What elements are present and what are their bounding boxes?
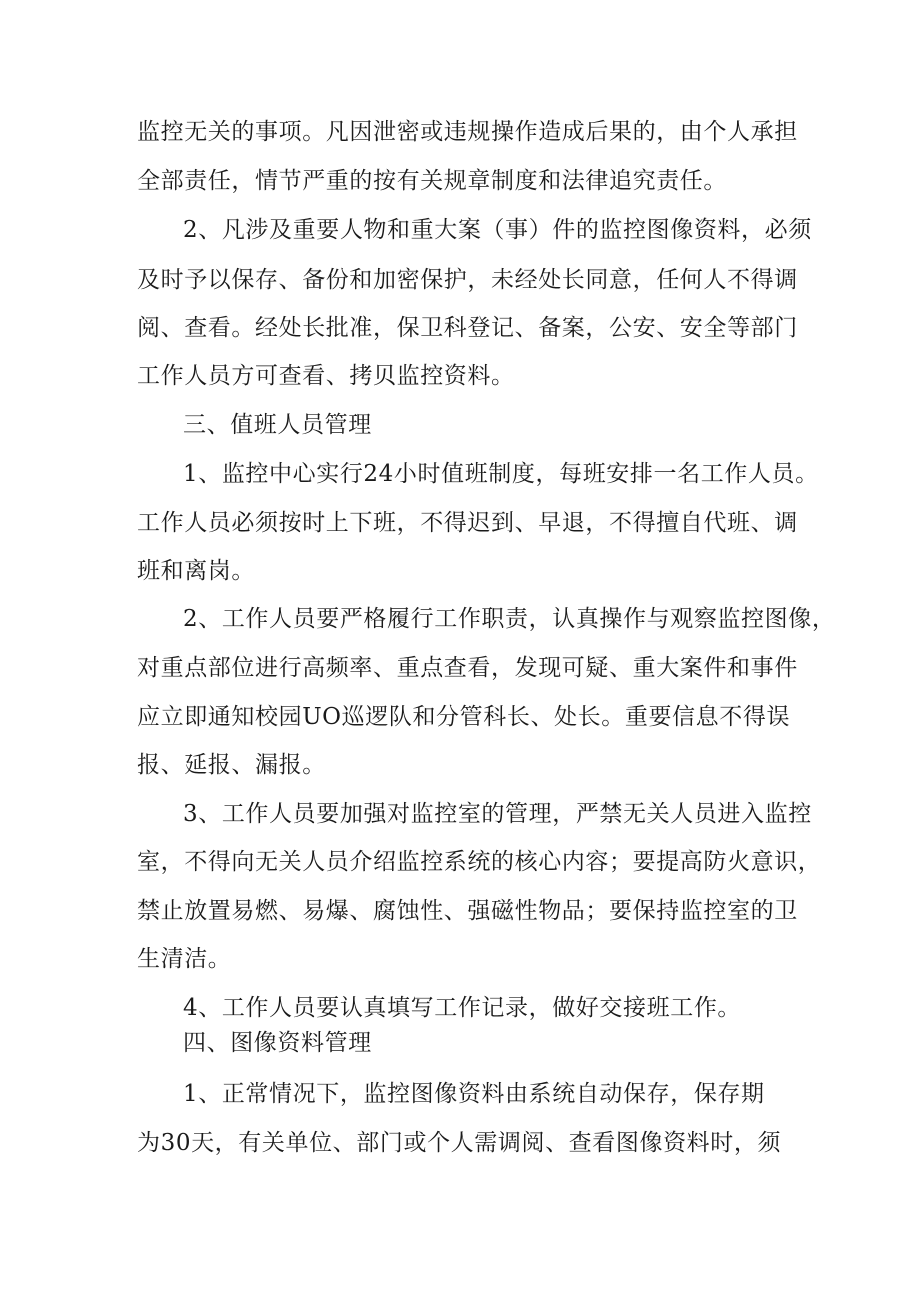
text-line: 班和离岗。 (137, 558, 255, 584)
text-line: 1、监控中心实行24小时值班制度，每班安排一名工作人员。 (183, 461, 819, 487)
text-line: 1、正常情况下，监控图像资料由系统自动保存，保存期 (183, 1081, 765, 1107)
text-line: 生清洁。 (137, 946, 232, 972)
text-line: 工作人员方可查看、拷贝监控资料。 (137, 363, 515, 389)
text-line: 禁止放置易燃、易爆、腐蚀性、强磁性物品；要保持监控室的卫 (137, 898, 798, 924)
text-line: 对重点部位进行高频率、重点查看，发现可疑、重大案件和事件 (137, 655, 798, 681)
text-line: 为30天，有关单位、部门或个人需调阅、查看图像资料时，须 (137, 1130, 782, 1156)
text-line: 3、工作人员要加强对监控室的管理，严禁无关人员进入监控 (183, 801, 812, 827)
text-line: 及时予以保存、备份和加密保护，未经处长同意，任何人不得调 (137, 267, 798, 293)
text-line: 全部责任，情节严重的按有关规章制度和法律追究责任。 (137, 168, 727, 194)
section-heading: 四、图像资料管理 (183, 1030, 372, 1056)
text-line: 2、凡涉及重要人物和重大案（事）件的监控图像资料，必须 (183, 217, 812, 243)
text-line: 室，不得向无关人员介绍监控系统的核心内容；要提高防火意识， (137, 849, 822, 875)
text-line: 监控无关的事项。凡因泄密或违规操作造成后果的，由个人承担 (137, 119, 798, 145)
text-line: 报、延报、漏报。 (137, 752, 326, 778)
text-line: 阅、查看。经处长批准，保卫科登记、备案，公安、安全等部门 (137, 315, 798, 341)
text-line: 工作人员必须按时上下班，不得迟到、早退，不得擅自代班、调 (137, 510, 798, 536)
text-line: 4、工作人员要认真填写工作记录，做好交接班工作。 (183, 995, 742, 1021)
text-line: 2、工作人员要严格履行工作职责，认真操作与观察监控图像， (183, 606, 836, 632)
text-line: 应立即通知校园UO巡逻队和分管科长、处长。重要信息不得误 (137, 704, 791, 730)
section-heading: 三、值班人员管理 (183, 412, 372, 438)
